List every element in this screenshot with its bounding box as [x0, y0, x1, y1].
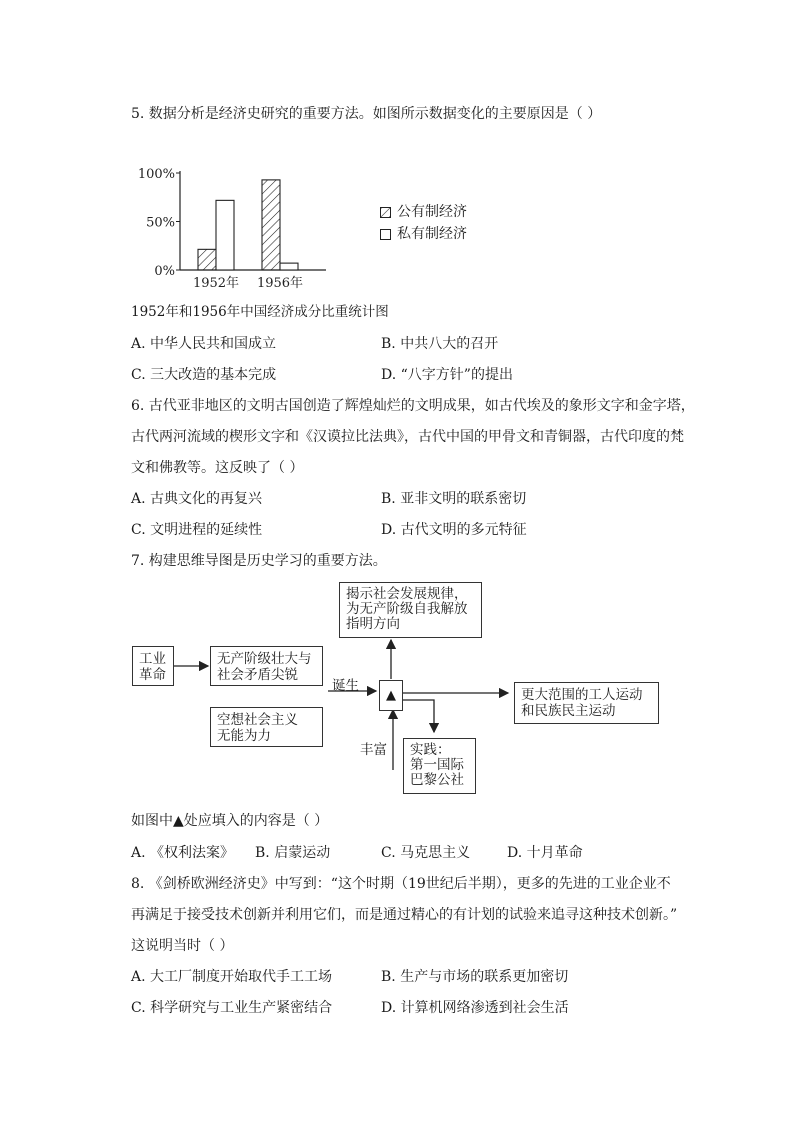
question-6-stem-line2: 古代两河流域的楔形文字和《汉谟拉比法典》，古代中国的甲骨文和青铜器，古代印度的梵 — [131, 429, 684, 445]
question-8-stem-line3: 这说明当时（ ） — [131, 938, 234, 954]
q6-option-b[interactable]: B. 亚非文明的联系密切 — [381, 491, 527, 507]
box-workers-movement — [514, 682, 659, 724]
box-proletariat-growth-line2: 社会矛盾尖锐 — [217, 667, 298, 683]
box-utopian-socialism-line1: 空想社会主义 — [217, 712, 298, 728]
q8-option-b[interactable]: B. 生产与市场的联系更加密切 — [381, 969, 569, 985]
box-reveal-law-line1: 揭示社会发展规律， — [346, 586, 468, 602]
box-industrial-revolution — [132, 646, 174, 686]
blank-box-icon — [380, 229, 391, 240]
question-7-stem: 7. 构建思维导图是历史学习的重要方法。 — [131, 553, 387, 569]
x-tick-label: 1956年 — [256, 276, 304, 291]
box-practice-line1: 实践： — [410, 742, 451, 758]
q7-option-c[interactable]: C. 马克思主义 — [381, 845, 471, 861]
q7-option-a[interactable]: A. 《权利法案》 — [131, 845, 235, 861]
box-proletariat-growth-line1: 无产阶级壮大与 — [217, 651, 312, 667]
bar-private-1 — [280, 263, 298, 270]
box-workers-movement-line1: 更大范围的工人运动 — [521, 687, 643, 703]
q6-option-d[interactable]: D. 古代文明的多元特征 — [381, 522, 527, 538]
x-tick-label: 1952年 — [192, 276, 240, 291]
box-practice — [403, 738, 476, 794]
q6-option-a[interactable]: A. 古典文化的再复兴 — [131, 491, 263, 507]
q5-option-c[interactable]: C. 三大改造的基本完成 — [131, 367, 277, 383]
box-workers-movement-line2: 和民族民主运动 — [521, 703, 616, 719]
box-industrial-revolution-line2: 革命 — [139, 667, 166, 683]
center-blank-box[interactable] — [379, 680, 403, 711]
y-tick-label: 0% — [154, 264, 175, 279]
q5-option-d[interactable]: D. “八字方针”的提出 — [381, 367, 513, 383]
y-tick-label: 100% — [137, 167, 175, 182]
y-tick-label: 50% — [146, 215, 175, 231]
legend-item-private — [380, 223, 467, 243]
box-reveal-law — [339, 582, 482, 638]
question-8-stem-line1: 8. 《剑桥欧洲经济史》中写到：“这个时期（19世纪后半期），更多的先进的工业企业不 — [131, 876, 671, 892]
economy-composition-chart — [128, 158, 488, 298]
box-practice-line3: 巴黎公社 — [410, 772, 464, 788]
q5-option-a[interactable]: A. 中华人民共和国成立 — [131, 336, 277, 352]
q5-option-b[interactable]: B. 中共八大的召开 — [381, 336, 499, 352]
label-enrich: 丰富 — [360, 742, 387, 758]
legend-label-private: 私有制经济 — [397, 226, 467, 242]
q8-option-c[interactable]: C. 科学研究与工业生产紧密结合 — [131, 1000, 333, 1016]
q6-option-c[interactable]: C. 文明进程的延续性 — [131, 522, 263, 538]
chart-title: 1952年和1956年中国经济成分比重统计图 — [131, 304, 389, 320]
box-industrial-revolution-line1: 工业 — [139, 651, 166, 667]
bar-public-1 — [262, 180, 280, 270]
box-utopian-socialism — [210, 707, 323, 747]
legend-label-public: 公有制经济 — [397, 204, 467, 220]
bar-private-0 — [216, 200, 234, 270]
q8-option-a[interactable]: A. 大工厂制度开始取代手工工场 — [131, 969, 333, 985]
box-utopian-socialism-line2: 无能为力 — [217, 728, 271, 744]
triangle-icon: ▲ — [386, 688, 396, 703]
q7-option-d[interactable]: D. 十月革命 — [507, 845, 583, 861]
legend-item-public — [380, 201, 467, 221]
q7-option-b[interactable]: B. 启蒙运动 — [255, 845, 331, 861]
question-6-stem-line1: 6. 古代亚非地区的文明古国创造了辉煌灿烂的文明成果，如古代埃及的象形文字和金字塔， — [131, 398, 695, 414]
hatched-box-icon — [380, 207, 391, 218]
question-5-stem: 5. 数据分析是经济史研究的重要方法。如图所示数据变化的主要原因是（ ） — [131, 106, 602, 122]
arrow-down — [403, 700, 434, 732]
label-birth: 诞生 — [332, 678, 359, 694]
mind-map-diagram — [128, 580, 668, 800]
bar-public-0 — [198, 249, 216, 270]
question-7-prompt: 如图中▲处应填入的内容是（ ） — [131, 813, 329, 829]
question-6-stem-line3: 文和佛教等。这反映了（ ） — [131, 460, 304, 476]
box-reveal-law-line3: 指明方向 — [346, 616, 400, 632]
box-practice-line2: 第一国际 — [410, 757, 464, 773]
q8-option-d[interactable]: D. 计算机网络渗透到社会生活 — [381, 1000, 569, 1016]
question-8-stem-line2: 再满足于接受技术创新并利用它们，而是通过精心的有计划的试验来追寻这种技术创新。” — [131, 907, 678, 923]
box-proletariat-growth — [210, 646, 323, 686]
box-reveal-law-line2: 为无产阶级自我解放 — [346, 601, 468, 617]
